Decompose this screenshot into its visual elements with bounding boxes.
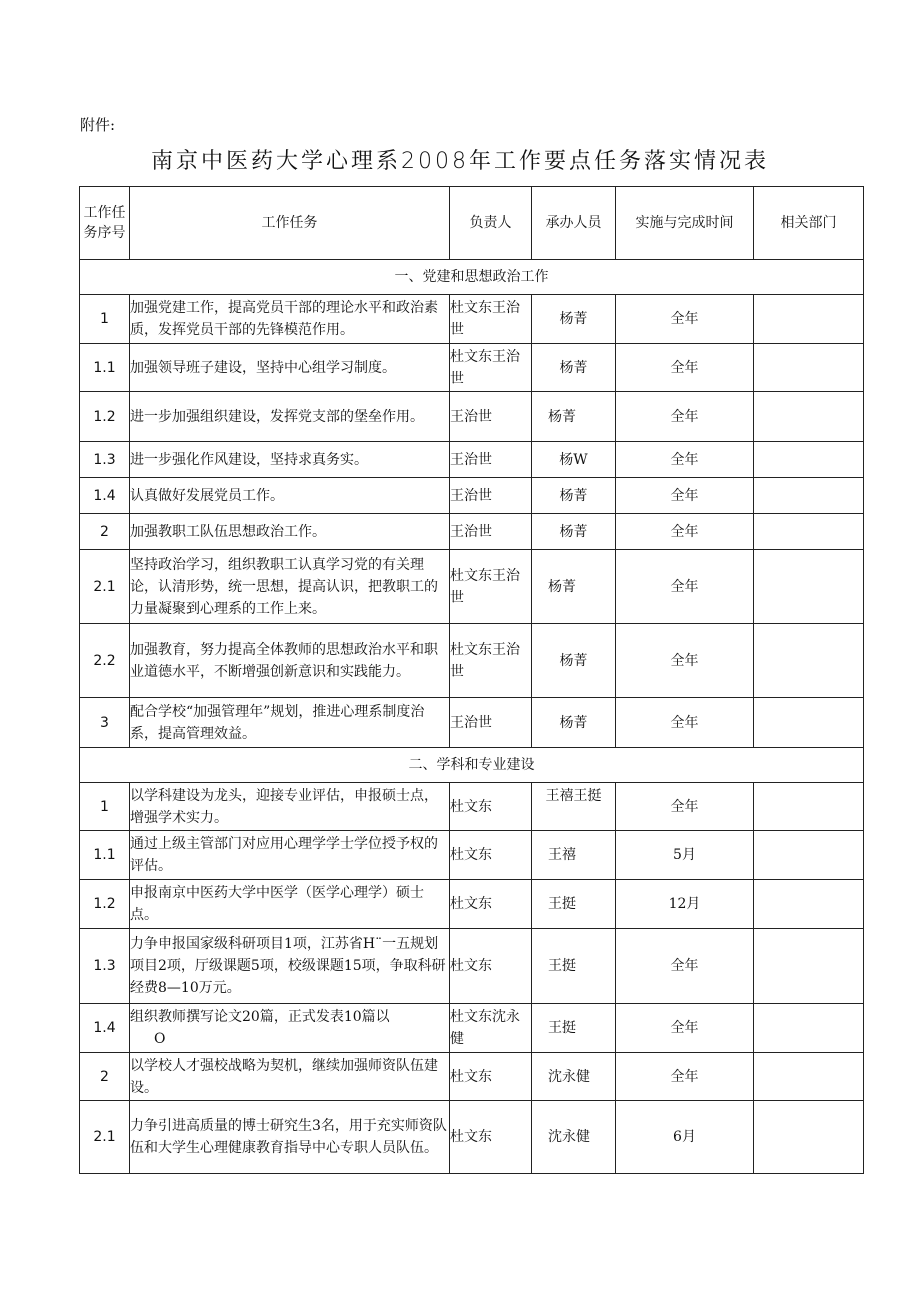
task-time: 全年 — [616, 1004, 754, 1053]
table-row — [80, 550, 864, 624]
task-leader: 杜文东 — [450, 929, 532, 1004]
task-description: 配合学校“加强管理年”规划，推进心理系制度治系，提高管理效益。 — [130, 698, 450, 748]
table-row — [80, 1004, 864, 1053]
task-time: 全年 — [616, 442, 754, 478]
task-staff: 杨菁 — [532, 550, 616, 624]
task-dept — [754, 295, 864, 344]
table-row — [80, 392, 864, 442]
task-description: 以学科建设为龙头，迎接专业评估，申报硕士点，增强学术实力。 — [130, 783, 450, 831]
task-staff: 杨菁 — [532, 478, 616, 514]
task-dept — [754, 478, 864, 514]
table-row — [80, 295, 864, 344]
task-leader: 杜文东王治世 — [450, 295, 532, 344]
task-number: 1.2 — [80, 392, 130, 442]
table-row — [80, 344, 864, 392]
task-number: 2 — [80, 1053, 130, 1101]
task-dept — [754, 344, 864, 392]
task-number: 1.4 — [80, 478, 130, 514]
task-staff: 王挺 — [532, 880, 616, 929]
task-dept — [754, 1053, 864, 1101]
task-leader: 杜文东 — [450, 831, 532, 880]
task-description: 加强领导班子建设，坚持中心组学习制度。 — [130, 344, 450, 392]
task-leader: 杜文东王治世 — [450, 344, 532, 392]
attachment-label: 附件: — [80, 116, 116, 134]
task-staff: 杨菁 — [532, 514, 616, 550]
header-row — [80, 187, 864, 260]
task-number: 1.2 — [80, 880, 130, 929]
task-description-tail: O — [154, 1031, 166, 1047]
task-staff: 沈永健 — [532, 1053, 616, 1101]
task-description — [130, 1004, 450, 1053]
task-time: 全年 — [616, 344, 754, 392]
task-number: 1.1 — [80, 831, 130, 880]
task-number: 2.1 — [80, 550, 130, 624]
task-leader: 杜文东 — [450, 1101, 532, 1174]
task-number: 2 — [80, 514, 130, 550]
task-description: 认真做好发展党员工作。 — [130, 478, 450, 514]
task-time: 全年 — [616, 478, 754, 514]
task-time: 全年 — [616, 783, 754, 831]
task-description: 以学校人才强校战略为契机，继续加强师资队伍建设。 — [130, 1053, 450, 1101]
task-leader: 杜文东王治世 — [450, 550, 532, 624]
section-row — [80, 260, 864, 295]
task-staff: 王挺 — [532, 929, 616, 1004]
header-time: 实施与完成时间 — [616, 187, 754, 260]
document-title: 南京中医药大学心理系2008年工作要点任务落实情况表 — [151, 149, 769, 174]
task-leader: 杜文东 — [450, 880, 532, 929]
header-dept: 相关部门 — [754, 187, 864, 260]
task-dept — [754, 624, 864, 698]
task-staff: 杨菁 — [532, 392, 616, 442]
task-leader: 王治世 — [450, 478, 532, 514]
task-leader: 杜文东沈永健 — [450, 1004, 532, 1053]
task-staff: 王禧王挺 — [532, 783, 616, 831]
task-staff: 王挺 — [532, 1004, 616, 1053]
task-number: 2.2 — [80, 624, 130, 698]
task-description: 通过上级主管部门对应用心理学学士学位授予权的评估。 — [130, 831, 450, 880]
task-dept — [754, 880, 864, 929]
task-description-text: 组织教师撰写论文20篇，正式发表10篇以 — [130, 1009, 390, 1025]
task-dept — [754, 831, 864, 880]
task-leader: 杜文东王治世 — [450, 624, 532, 698]
task-description: 力争引进高质量的博士研究生3名，用于充实师资队伍和大学生心理健康教育指导中心专职人员队伍。 — [130, 1101, 450, 1174]
task-time: 12月 — [616, 880, 754, 929]
task-dept — [754, 514, 864, 550]
task-number: 1 — [80, 295, 130, 344]
task-number: 2.1 — [80, 1101, 130, 1174]
task-staff: 杨菁 — [532, 344, 616, 392]
task-time: 5月 — [616, 831, 754, 880]
table-row — [80, 442, 864, 478]
task-dept — [754, 1004, 864, 1053]
table-row — [80, 624, 864, 698]
section-row — [80, 748, 864, 783]
task-description: 进一步加强组织建设，发挥党支部的堡垒作用。 — [130, 392, 450, 442]
table-row — [80, 880, 864, 929]
task-description: 力争申报国家级科研项目1项，江苏省H¨一五规划项目2项，厅级课题5项，校级课题15项，争取科研经费8—10万元。 — [130, 929, 450, 1004]
task-leader: 杜文东 — [450, 783, 532, 831]
task-dept — [754, 550, 864, 624]
task-description: 加强教职工队伍思想政治工作。 — [130, 514, 450, 550]
task-staff: 杨菁 — [532, 698, 616, 748]
section-title: 一、党建和思想政治工作 — [80, 260, 864, 295]
task-description: 进一步强化作风建设，坚持求真务实。 — [130, 442, 450, 478]
table-row — [80, 698, 864, 748]
table-row — [80, 478, 864, 514]
task-staff: 杨菁 — [532, 295, 616, 344]
task-leader: 王治世 — [450, 698, 532, 748]
task-number: 1.3 — [80, 929, 130, 1004]
header-leader: 负责人 — [450, 187, 532, 260]
task-time: 全年 — [616, 392, 754, 442]
task-time: 全年 — [616, 624, 754, 698]
table-row — [80, 783, 864, 831]
task-table — [79, 186, 864, 1174]
task-time: 全年 — [616, 1053, 754, 1101]
task-leader: 杜文东 — [450, 1053, 532, 1101]
task-staff: 杨W — [532, 442, 616, 478]
table-row — [80, 929, 864, 1004]
task-number: 1.3 — [80, 442, 130, 478]
task-time: 全年 — [616, 295, 754, 344]
task-leader: 王治世 — [450, 442, 532, 478]
section-title: 二、学科和专业建设 — [80, 748, 864, 783]
task-dept — [754, 392, 864, 442]
task-description: 申报南京中医药大学中医学（医学心理学）硕士点。 — [130, 880, 450, 929]
task-dept — [754, 442, 864, 478]
task-dept — [754, 698, 864, 748]
task-staff: 杨菁 — [532, 624, 616, 698]
table-row — [80, 1053, 864, 1101]
task-staff: 王禧 — [532, 831, 616, 880]
header-task-no: 工作任务序号 — [80, 187, 130, 260]
task-number: 3 — [80, 698, 130, 748]
task-dept — [754, 1101, 864, 1174]
task-dept — [754, 929, 864, 1004]
task-number: 1.4 — [80, 1004, 130, 1053]
table-row — [80, 831, 864, 880]
header-staff: 承办人员 — [532, 187, 616, 260]
task-time: 全年 — [616, 929, 754, 1004]
header-task: 工作任务 — [130, 187, 450, 260]
task-description: 加强教育，努力提高全体教师的思想政治水平和职业道德水平，不断增强创新意识和实践能力。 — [130, 624, 450, 698]
task-leader: 王治世 — [450, 514, 532, 550]
task-staff: 沈永健 — [532, 1101, 616, 1174]
task-time: 6月 — [616, 1101, 754, 1174]
task-time: 全年 — [616, 514, 754, 550]
task-number: 1.1 — [80, 344, 130, 392]
task-dept — [754, 783, 864, 831]
task-description: 坚持政治学习，组织教职工认真学习党的有关理论，认清形势，统一思想，提高认识，把教职工的力量凝聚到心理系的工作上来。 — [130, 550, 450, 624]
task-number: 1 — [80, 783, 130, 831]
task-time: 全年 — [616, 698, 754, 748]
task-time: 全年 — [616, 550, 754, 624]
task-leader: 王治世 — [450, 392, 532, 442]
table-row — [80, 514, 864, 550]
task-description: 加强党建工作，提高党员干部的理论水平和政治素质，发挥党员干部的先锋模范作用。 — [130, 295, 450, 344]
table-row — [80, 1101, 864, 1174]
